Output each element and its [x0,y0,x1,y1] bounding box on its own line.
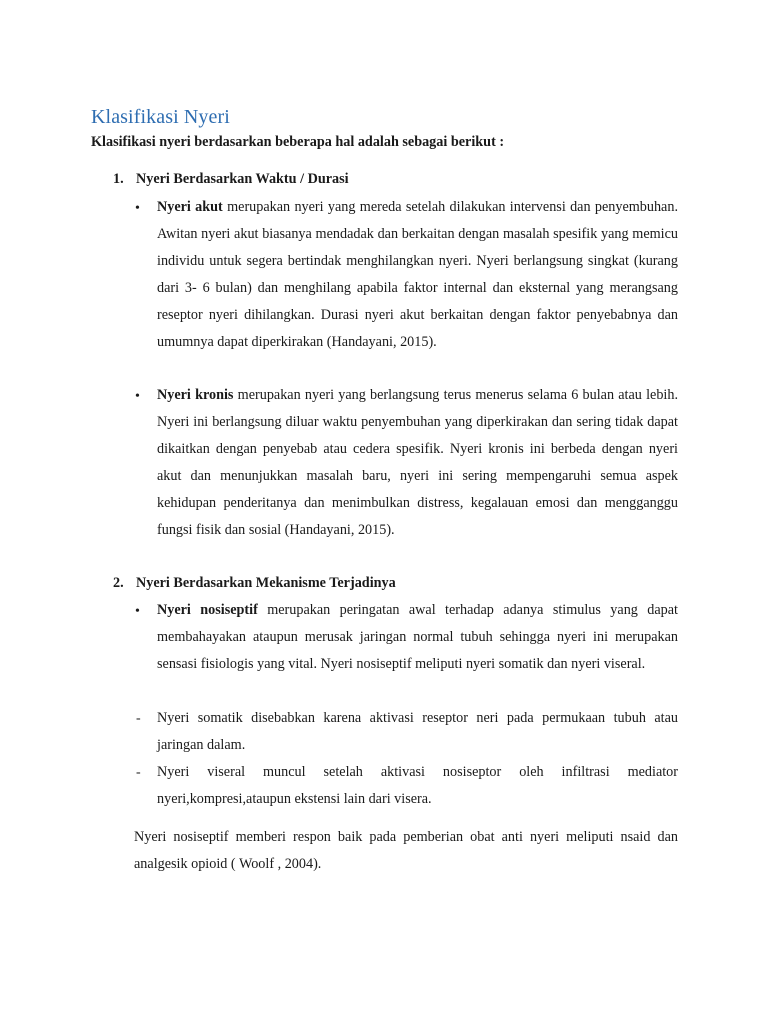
list-item: Nyeri somatik disebabkan karena aktivasi reseptor neri pada permukaan tubuh atau jaringan dalam. [157,710,678,753]
item-text: merupakan nyeri yang berlangsung terus menerus selama 6 bulan atau lebih. Nyeri ini berlangsung diluar waktu penyembuhan yang diperkirakan dan sering tidak dapat dikaitkan dengan penyebab atau cedera spesifik. Nyeri kronis ini berbeda dengan nyeri akut dan menunjukkan masalah baru, nyeri ini sering mempengaruhi semua aspek kehidupan penderitanya dan menimbulkan distress, kegalauan emosi dan mengganggu fungsi fisik dan sosial (Handayani, 2015). [157,387,678,538]
closing-paragraph: Nyeri nosiseptif memberi respon baik pada pemberian obat anti nyeri meliputi nsaid dan analgesik opioid ( Woolf , 2004). [134,829,678,872]
item-term: Nyeri kronis [157,387,234,403]
list-item [157,597,678,678]
bullet-marker: • [135,201,140,216]
item-term: Nyeri akut [157,199,223,215]
bullet-marker: • [135,389,140,404]
section-title: Nyeri Berdasarkan Mekanisme Terjadinya [136,575,396,591]
item-text: merupakan nyeri yang mereda setelah dilakukan intervensi dan penyembuhan. Awitan nyeri akut biasanya mendadak dan berkaitan dengan masalah spesifik yang memicu individu untuk segera bertindak menghilangkan nyeri. Nyeri berlangsung singkat (kurang dari 3- 6 bulan) dan menghilang apabila faktor internal dan eksternal yang merangsang reseptor nyeri dihilangkan. Durasi nyeri akut berkaitan dengan faktor penyebabnya dan umumnya dapat diperkirakan (Handayani, 2015). [157,199,678,350]
bullet-marker: • [135,604,140,619]
item-term: Nyeri nosiseptif [157,602,258,618]
dash-marker: - [136,711,141,726]
dash-marker: - [136,765,141,780]
section-title: Nyeri Berdasarkan Waktu / Durasi [136,171,349,187]
list-item: Nyeri viseral muncul setelah aktivasi nosiseptor oleh infiltrasi mediator nyeri,kompresi,ataupun ekstensi lain dari visera. [157,764,678,807]
intro-text: Klasifikasi nyeri berdasarkan beberapa hal adalah sebagai berikut : [91,134,505,150]
section-number: 2. [113,575,124,591]
list-item [157,382,678,543]
page-title: Klasifikasi Nyeri [91,106,230,128]
item-text: merupakan peringatan awal terhadap adanya stimulus yang dapat membahayakan ataupun merusak jaringan normal tubuh sehingga nyeri ini merupakan sensasi fisiologis yang vital. Nyeri nosiseptif meliputi nyeri somatik dan nyeri viseral. [157,602,678,672]
section-number: 1. [113,171,124,187]
list-item [157,194,678,355]
